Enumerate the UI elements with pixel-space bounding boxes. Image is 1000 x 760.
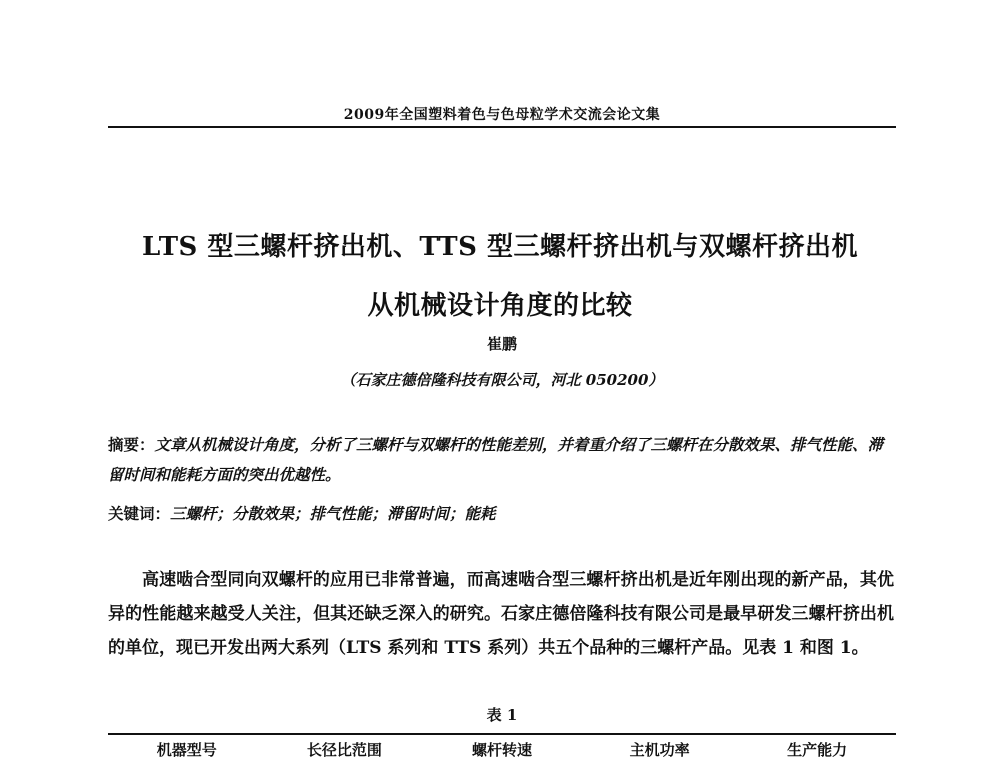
keywords-text: 三螺杆；分散效果；排气性能；滞留时间；能耗 (170, 504, 496, 523)
table-header-cell: 生产能力 (787, 741, 848, 759)
table-caption: 表 1 (486, 706, 518, 724)
keywords-label: 关键词： (108, 504, 171, 523)
table-top-rule (108, 733, 896, 735)
keywords (108, 499, 898, 529)
author-name: 崔鹏 (486, 335, 517, 353)
running-header: 2009年全国塑料着色与色母粒学术交流会论文集 (343, 107, 661, 123)
body-paragraph: 高速啮合型同向双螺杆的应用已非常普遍，而高速啮合型三螺杆挤出机是近年刚出现的新产品，其优异的性能越来越受人关注，但其还缺乏深入的研究。石家庄德倍隆科技有限公司是最早研发三螺杆挤出机的单位，现已开发出两大系列（LTS 系列和 TTS 系列）共五个品种的三螺杆产品。见表 1 和图 1。 (108, 570, 894, 658)
paper-title-line2: 从机械设计角度的比较 (367, 291, 633, 321)
table-header-cell: 螺杆转速 (471, 741, 532, 759)
abstract-text: 文章从机械设计角度，分析了三螺杆与双螺杆的性能差别，并着重介绍了三螺杆在分散效果、排气性能、滞留时间和能耗方面的突出优越性。 (108, 435, 884, 484)
paper-title-line1: LTS 型三螺杆挤出机、TTS 型三螺杆挤出机与双螺杆挤出机 (142, 232, 858, 262)
abstract-label: 摘要： (108, 435, 155, 454)
author-affiliation: （石家庄德倍隆科技有限公司，河北 050200） (340, 371, 664, 389)
abstract (108, 430, 898, 490)
table-header-cell: 机器型号 (156, 741, 217, 759)
table-header-cell: 长径比范围 (306, 741, 382, 759)
table-header-row (108, 739, 896, 760)
table-header-cell: 主机功率 (629, 741, 690, 759)
header-rule (108, 126, 896, 128)
